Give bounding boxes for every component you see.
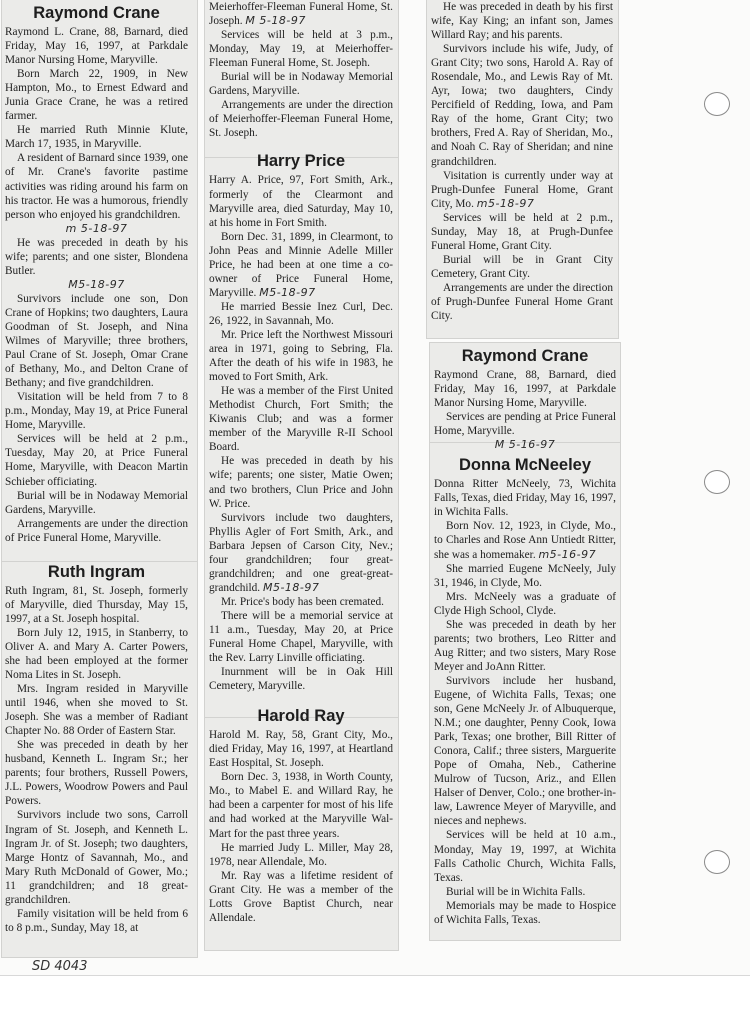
obituary-heading-harry-price: Harry Price — [256, 152, 346, 171]
handwritten-date: M 5-18-97 — [245, 14, 306, 28]
paragraph: Arrangements are under the direction of Prugh-Dunfee Funeral Home Grant City. — [431, 281, 613, 323]
paragraph: Memorials may be made to Hospice of Wichita Falls, Texas. — [434, 899, 616, 926]
paragraph: Harold M. Ray, 58, Grant City, Mo., died Friday, May 16, 1997, at Heartland East Hospital, St. Joseph. — [209, 729, 393, 770]
paragraph: He was preceded in death by his first wife, Kay King; an infant son, James Willard Ray; and his parents. — [431, 1, 613, 42]
handwritten-date: M5-18-97 — [262, 580, 320, 594]
paragraph: Ruth Ingram, 81, St. Joseph, formerly of Maryville, died Thursday, May 15, 1997, at a St. Joseph hospital. — [5, 584, 188, 625]
paragraph: Burial will be in Grant City Cemetery, Grant City. — [431, 253, 613, 280]
paragraph: Meierhoffer-Fleeman Funeral Home, St. Joseph. M 5-18-97 — [209, 1, 393, 28]
paragraph: He was a member of the First United Methodist Church, Fort Smith; the Kiwanis Club; and was a former member of the Maryville R-II School Board. — [209, 385, 393, 454]
binder-hole-icon — [704, 92, 730, 116]
paragraph: She married Eugene McNeely, July 31, 1946, in Clyde, Mo. — [434, 562, 616, 589]
handwritten-date: m 5-18-97 — [65, 221, 128, 235]
paragraph: Survivors include two sons, Carroll Ingram of St. Joseph, and Kenneth L. Ingram Jr. of St. Joseph; two daughters, Marge Hontz of Savannah, Mo., and Mary Ruth McDonald of Gower, Mo.; 11 grandchildren; and 18 great-grandchildren. — [5, 809, 188, 906]
paragraph: Mrs. Ingram resided in Maryville until 1946, when she moved to St. Joseph. She was a member of Radiant Chapter No. 88 Order of Eastern Star. — [5, 683, 188, 738]
paragraph: Family visitation will be held from 6 to 8 p.m., Sunday, May 18, at — [5, 907, 188, 934]
paragraph: Raymond L. Crane, 88, Barnard, died Friday, May 16, 1997, at Parkdale Manor Nursing Home, Maryville. — [5, 26, 188, 67]
paragraph: Burial will be in Nodaway Memorial Gardens, Maryville. — [5, 489, 188, 516]
paragraph: Harry A. Price, 97, Fort Smith, Ark., formerly of the Clearmont and Maryville area, died Saturday, May 10, at his home in Fort Smith. — [209, 174, 393, 229]
paragraph: A resident of Barnard since 1939, one of Mr. Crane's favorite pastime activities was riding around his farm on his tractor. He was a humorous, friendly person who enjoyed his grandchildren. — [5, 152, 188, 221]
paragraph: Inurnment will be in Oak Hill Cemetery, Maryville. — [209, 666, 393, 693]
paragraph: Born March 22, 1909, in New Hampton, Mo., to Ernest Edward and Junia Grace Crane, he was a retired farmer. — [5, 68, 188, 123]
paragraph: He was preceded in death by his wife; parents; and one sister, Blondena Butler. — [5, 236, 188, 277]
column-3-bottom — [434, 343, 616, 940]
paragraph: Visitation will be held from 7 to 8 p.m., Monday, May 19, at Price Funeral Home, Maryville. — [5, 391, 188, 432]
paragraph: Raymond Crane, 88, Barnard, died Friday, May 16, 1997, at Parkdale Manor Nursing Home, Maryville. — [434, 369, 616, 410]
paragraph: Services will be held at 2 p.m., Sunday, May 18, at Prugh-Dunfee Funeral Home, Grant City. — [431, 211, 613, 252]
column-2 — [209, 0, 393, 950]
paragraph: Donna Ritter McNeely, 73, Wichita Falls, Texas, died Friday, May 16, 1997, in Wichita Falls. — [434, 478, 616, 519]
handwritten-date: M5-18-97 — [68, 277, 125, 291]
page-margin — [0, 976, 750, 1033]
paragraph: Survivors include his wife, Judy, of Grant City; two sons, Harold A. Ray of Rosendale, Mo., and Lewis Ray of Mt. Ayr, Iowa; two daughters, Cindy Percifield of Redding, Iowa, and Pam Ray of the home, Grant City; two brothers, Fred A. Ray of Sheridan, Mo., and Noah C. Ray of Sheridan; and nine grandchildren. — [431, 43, 613, 168]
handwritten-date: M 5-16-97 — [494, 438, 556, 452]
column-3-top — [431, 0, 613, 338]
paragraph: Mr. Ray was a lifetime resident of Grant City. He was a member of the Lotts Grove Baptist Church, near Allendale. — [209, 869, 393, 924]
obituary-heading-raymond-crane-notice: Raymond Crane — [461, 347, 589, 365]
handwritten-date: m5-16-97 — [538, 547, 597, 561]
paragraph: Services will be held at 10 a.m., Monday, May 19, 1997, at Wichita Falls Catholic Church, Wichita Falls, Texas. — [434, 829, 616, 884]
paragraph: Born Dec. 31, 1899, in Clearmont, to John Peas and Minnie Adelle Miller Price, he had been at one time a co-owner of Price Funeral Home, Maryville. M5-18-97 — [209, 230, 393, 299]
paragraph: Born Dec. 3, 1938, in Worth County, Mo., to Mabel E. and Willard Ray, he had been a carpenter for most of his life and had worked at the Maryville Wal-Mart for the past three years. — [209, 771, 393, 840]
paragraph: Born Nov. 12, 1923, in Clyde, Mo., to Charles and Rose Ann Untiedt Ritter, she was a homemaker. m5-16-97 — [434, 520, 616, 561]
paragraph: He married Judy L. Miller, May 28, 1978, near Allendale, Mo. — [209, 841, 393, 868]
obituary-heading-donna-mcneeley: Donna McNeeley — [458, 456, 592, 475]
obituary-heading-ruth-ingram: Ruth Ingram — [47, 562, 146, 581]
paragraph: She was preceded in death by her parents; two brothers, Leo Ritter and Aug Ritter; and two sisters, Mary Rose Meyer and JoAnn Ritter. — [434, 618, 616, 673]
paragraph: Survivors include one son, Don Crane of Hopkins; two daughters, Laura Goodman of St. Joseph, and Nina Wilmes of Maryville; three brothers, Paul Crane of St. Joseph, Omar Crane of Bethany, Mo., and Delton Crane of Bethany; and five grandchildren. — [5, 292, 188, 390]
paragraph: Services will be held at 2 p.m., Tuesday, May 20, at Price Funeral Home, Maryville, with Deacon Martin Schieber officiating. — [5, 433, 188, 488]
paragraph: She was preceded in death by her husband, Kenneth L. Ingram Sr.; her parents; four brothers, Russell Powers, J.L. Powers, Woodrow Powers and Paul Powers. — [5, 739, 188, 808]
paragraph: Arrangements are under the direction of Meierhoffer-Fleeman Funeral Home, St. Joseph. — [209, 99, 393, 140]
obituary-heading-raymond-crane: Raymond Crane — [33, 4, 160, 22]
obituary-heading-harold-ray: Harold Ray — [257, 707, 345, 726]
paragraph: Visitation is currently under way at Prugh-Dunfee Funeral Home, Grant City, Mo. m5-18-97 — [431, 169, 613, 210]
paragraph: He was preceded in death by his wife; parents; one sister, Matie Owen; and two brothers, Clun Price and John W. Price. — [209, 455, 393, 510]
binder-hole-icon — [704, 470, 730, 494]
paragraph: Burial will be in Wichita Falls. — [446, 885, 586, 898]
paragraph: Survivors include her husband, Eugene, of Wichita Falls, Texas; one son, Gene McNeely Jr. of Albuquerque, N.M.; one daughter, Penny Cook, Iowa Park, Texas; one brother, Bill Ritter of Conora, Calif.; three sisters, Marguerite Pope of Omaha, Neb., Catherine Mulrow of Tucson, Ariz., and Ellen Halser of Denver, Colo.; one brother-in-law, Lawrence Meyer of Maryville, and nieces and nephews. — [434, 674, 616, 828]
column-1 — [5, 0, 188, 958]
paragraph: Services are pending at Price Funeral Home, Maryville. — [434, 411, 616, 438]
paragraph: Mr. Price left the Northwest Missouri area in 1971, going to Sebring, Fla. After the death of his wife in 1983, he moved to Fort Smith, Ark. — [209, 328, 393, 384]
paragraph: Mr. Price's body has been cremated. — [221, 595, 384, 608]
paragraph: He married Ruth Minnie Klute, March 17, 1935, in Maryville. — [5, 124, 188, 151]
paragraph: Survivors include two daughters, Phyllis Agler of Fort Smith, Ark., and Barbara Jepsen of Carson City, Nev.; four grandchildren; four great-grandchildren; and one great-great-grandchild. M5-18-97 — [209, 511, 393, 594]
handwritten-date: M5-18-97 — [259, 285, 316, 299]
paragraph: Mrs. McNeely was a graduate of Clyde High School, Clyde. — [434, 590, 616, 617]
archive-code: SD 4043 — [32, 959, 88, 974]
paragraph: There will be a memorial service at 11 a.m., Tuesday, May 20, at Price Funeral Home Chapel, Maryville, with the Rev. Larry Linville officiating. — [209, 609, 393, 665]
paragraph: Services will be held at 3 p.m., Monday, May 19, at Meierhoffer-Fleeman Funeral Home, St. Joseph. — [209, 29, 393, 70]
paragraph: He married Bessie Inez Curl, Dec. 26, 1922, in Savannah, Mo. — [209, 300, 393, 327]
paragraph: Born July 12, 1915, in Stanberry, to Oliver A. and Mary A. Carter Powers, she had been employed at the former Noma Lites in St. Joseph. — [5, 626, 188, 682]
paragraph: Burial will be in Nodaway Memorial Gardens, Maryville. — [209, 71, 393, 98]
handwritten-date: m5-18-97 — [476, 196, 535, 210]
paragraph: Arrangements are under the direction of Price Funeral Home, Maryville. — [5, 517, 188, 544]
binder-hole-icon — [704, 850, 730, 874]
